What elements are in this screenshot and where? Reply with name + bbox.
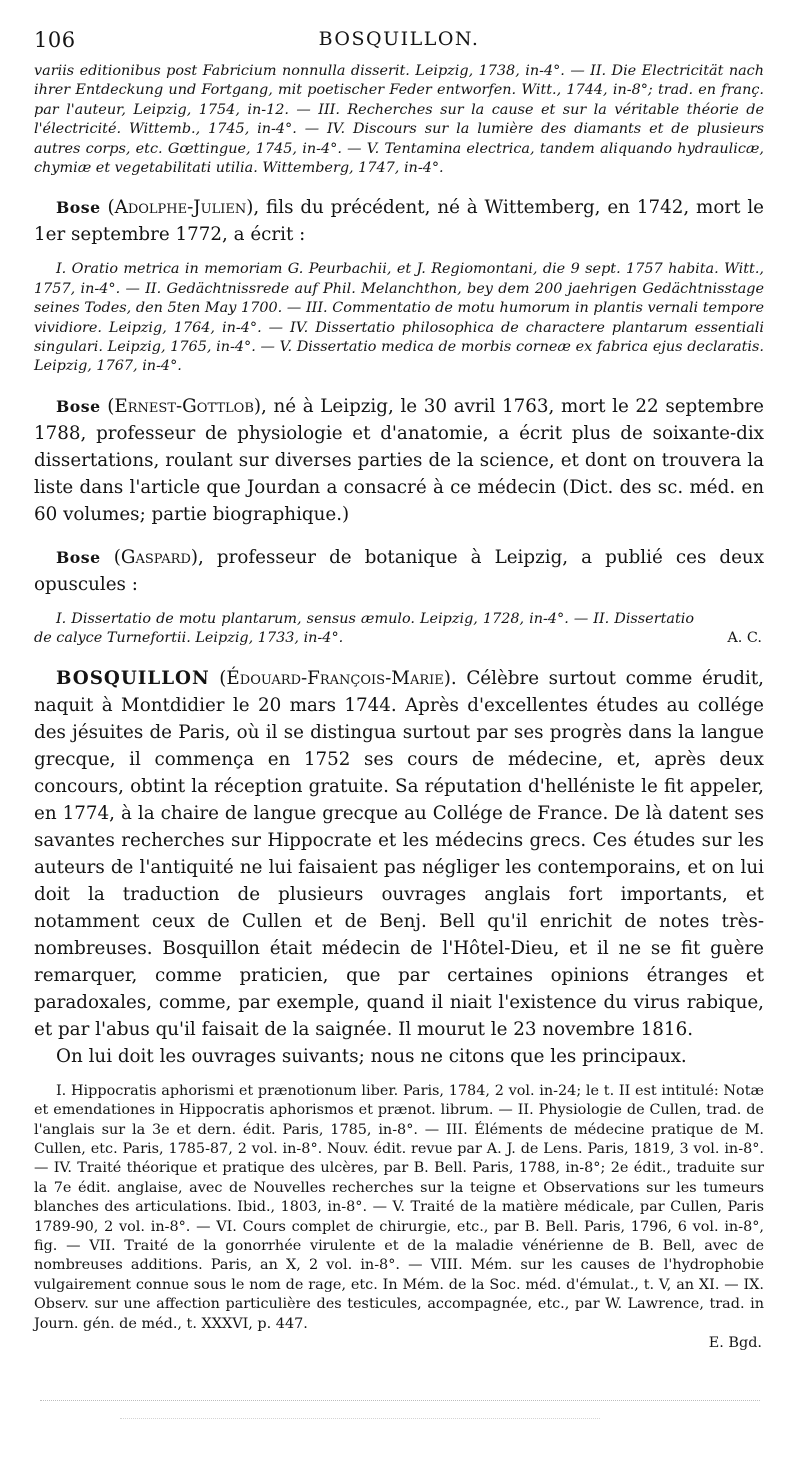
page-number: 106 <box>34 28 76 52</box>
entry-bosquillon <box>34 665 764 1043</box>
entry-works-list: I. Hippocratis aphorismi et prænotionum liber. Paris, 1784, 2 vol. in-24; le t. II est intitulé: Notæ et emendationes in Hippocratis aphorismos et prænot. librum. — II. Physiologie de Cullen, trad. de l'anglais sur la 3e et dern. édit. Paris, 1785, in-8°. — III. Éléments de médecine pratique de M. Cullen, etc. Paris, 1785-87, 2 vol. in-8°. Nouv. édit. revue par A. J. de Lens. Paris, 1819, 3 vol. in-8°. — IV. Traité théorique et pratique des ulcères, par B. Bell. Paris, 1788, in-8°; 2e édit., traduite sur la 7e édit. anglaise, avec de Nouvelles recherches sur la teigne et Observations sur les tumeurs blanches des articulations. Ibid., 1803, in-8°. — V. Traité de la matière médicale, par Cullen, Paris 1789-90, 2 vol. in-8°. — VI. Cours complet de chirurgie, etc., par B. Bell. Paris, 1796, 6 vol. in-8°, fig. — VII. Traité de la gonorrhée virulente et de la maladie vénérienne de B. Bell, avec de nombreuses additions. Paris, an X, 2 vol. in-8°. — VIII. Mém. sur les causes de l'hydrophobie vulgairement connue sous le nom de rage, etc. In Mém. de la Soc. méd. d'émulat., t. V, an XI. — IX. Observ. sur une affection particulière des testicules, accompagnée, etc., par W. Lawrence, trad. in Journ. gén. de méd., t. XXXVI, p. 447. <box>34 1082 764 1332</box>
entry-text: fils du précédent, né à Wittemberg, en 1742, mort le 1er septembre 1772, a écrit : <box>34 197 764 246</box>
author-signature: E. Bgd. <box>708 1334 762 1351</box>
entry-text-continued: On lui doit les ouvrages suivants; nous ne citons que les principaux. <box>56 1045 687 1067</box>
entry-works-list: I. Oratio metrica in memoriam G. Peurbachii, et J. Regiomontani, die 9 sept. 1757 habita. Witt., 1757, in-4°. — II. Gedächtnissrede auf Phil. Melanchthon, bey dem 200 jaehrigen Gedächtnisstage seines Todes, den 5ten May 1700. — III. Commentatio de motu humorum in plantis vernali tempore vividiore. Leipzig, 1764, in-4°. — IV. Dissertatio philosophica de charactere plantarum essentiali singulari. Leipzig, 1765, in-4°. — V. Dissertatio medica de morbis corneæ ex fabrica ejus declaratis. Leipzig, 1767, in-4°. <box>34 261 764 375</box>
entry-text: né à Leipzig, le 30 avril 1763, mort le 22 septembre 1788, professeur de physiologie et d'anatomie, a écrit plus de soixante-dix dissertations, roulant sur diverses parties de la science, et dont on trouvera la liste dans l'article que Jourdan a consacré à ce médecin (Dict. des sc. méd. en 60 volumes; partie biographique.) <box>34 395 765 525</box>
entry-bose-adolphe-julien <box>34 194 764 248</box>
entry-works-list: I. Dissertatio de motu plantarum, sensus æmulo. Leipzig, 1728, in-4°. — II. Dissertatio de calyce Turnefortii. Leipzig, 1733, in-4°. <box>34 610 694 647</box>
entry-text: professeur de botanique à Leipzig, a publié ces deux opuscules : <box>34 546 765 595</box>
document-page <box>34 28 765 1351</box>
works-with-signature <box>34 1082 764 1351</box>
entry-bose-gaspard <box>34 544 764 598</box>
entry-bose-ernest-gottlob <box>34 393 764 528</box>
entry-given-names: (Adolphe-Julien), <box>107 197 260 219</box>
running-head: BOSQUILLON. <box>318 28 480 50</box>
entry-given-names: (Ernest-Gottlob), <box>107 395 267 417</box>
entry-given-names: (Gaspard), <box>113 546 204 568</box>
page-header <box>34 28 764 62</box>
author-signature: A. C. <box>727 630 762 647</box>
bottom-dotted-rule <box>120 1418 600 1419</box>
entry-name: Bose <box>56 547 101 567</box>
entry-name: BOSQUILLON <box>56 667 210 689</box>
entry-name: Bose <box>56 396 101 416</box>
continued-works-list: variis editionibus post Fabricium nonnulla disserit. Leipzig, 1738, in-4°. — II. Die Electricität nach ihrer Entdeckung und Fortgang, mit poetischer Feder entworfen. Witt., 1744, in-8°; trad. en franç. par l'auteur, Leipzig, 1754, in-12. — III. Recherches sur la cause et sur la véritable théorie de l'électricité. Wittemb., 1745, in-4°. — IV. Discours sur la lumière des diamants et de plusieurs autres corps, etc. Gœttingue, 1745, in-4°. — V. Tentamina electrica, tandem aliquando hydraulicæ, chymiæ et vegetabilitati utilia. Wittemberg, 1747, in-4°. <box>34 63 764 177</box>
entry-given-names: (Édouard-François-Marie). <box>219 667 457 689</box>
entry-name: Bose <box>56 198 101 218</box>
bottom-dotted-rule <box>40 1400 760 1401</box>
entry-text: Célèbre surtout comme érudit, naquit à Montdidier le 20 mars 1744. Après d'excellentes études au collége des jésuites de Paris, où il se distingua surtout par ses progrès dans la langue grecque, il commença en 1752 ses cours de médecine, et, après deux concours, obtint la réception gratuite. Sa réputation d'helléniste le fit appeler, en 1774, à la chaire de langue grecque au Collége de France. De là datent ses savantes recherches sur Hippocrate et les médecins grecs. Ces études sur les auteurs de l'antiquité ne lui faisaient pas négliger les contemporains, et on lui doit la traduction de plusieurs ouvrages anglais fort importants, et notamment ceux de Cullen et de Benj. Bell qu'il enrichit de notes très-nombreuses. Bosquillon était médecin de l'Hôtel-Dieu, et il ne se fit guère remarquer, comme praticien, que par certaines opinions étranges et paradoxales, comme, par exemple, quand il niait l'existence du virus rabique, et par l'abus qu'il faisait de la saignée. Il mourut le 23 novembre 1816. <box>34 667 764 1040</box>
works-with-signature <box>34 610 764 649</box>
